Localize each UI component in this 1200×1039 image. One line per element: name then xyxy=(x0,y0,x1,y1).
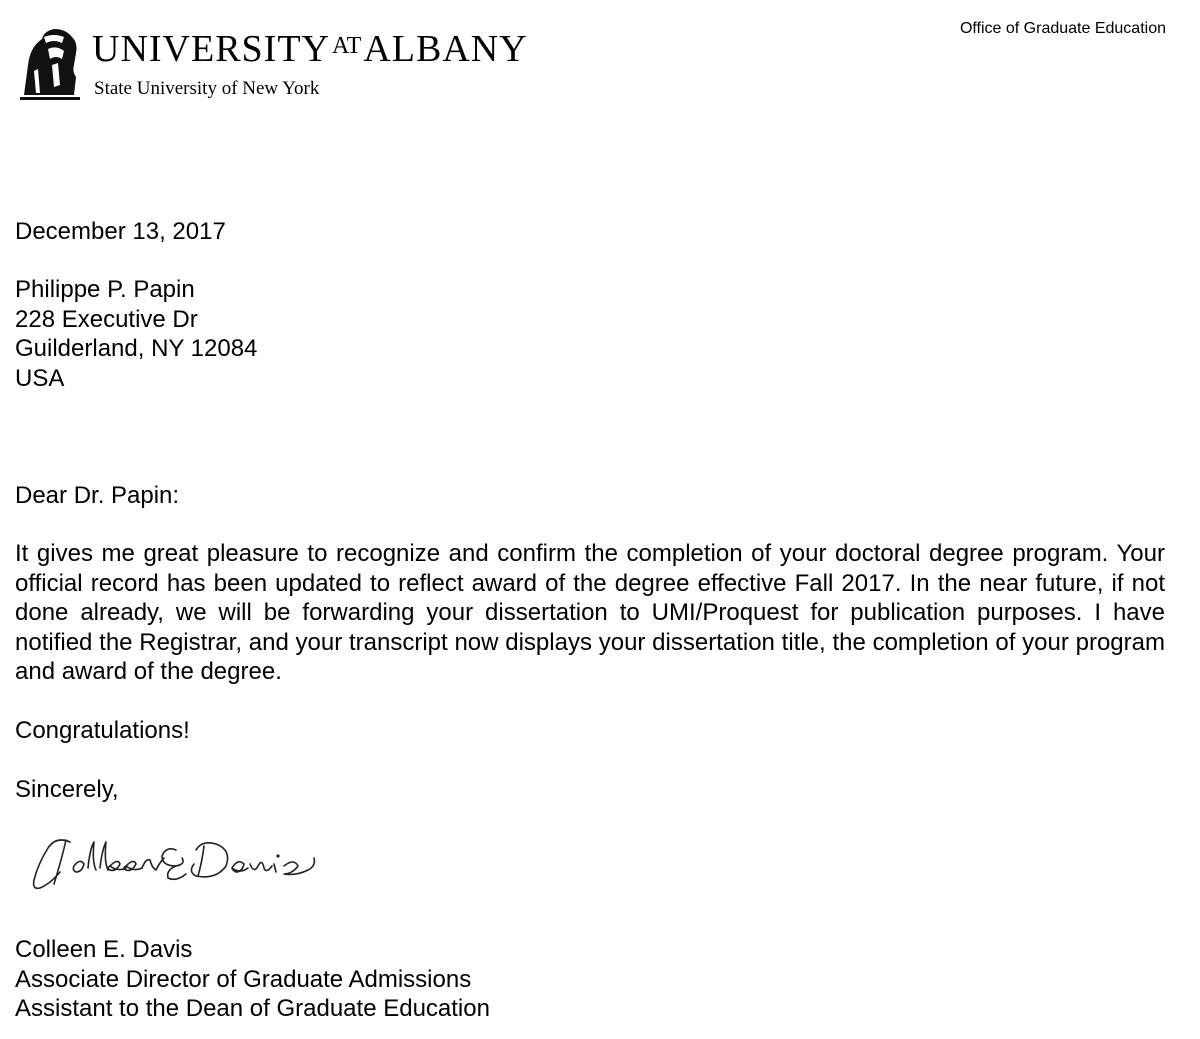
letter-body: It gives me great pleasure to recognize and confirm the completion of your doctoral degree program. Your official record has been updated to reflect award of the degree effective Fall 2017. In the near future, if not done already, we will be forwarding your dissertation to UMI/Proquest for publication purposes. I have notified the Registrar, and your transcript now displays your dissertation title, the completion of your program and award of the degree. xyxy=(15,540,1165,685)
salutation: Dear Dr. Papin: xyxy=(15,482,180,509)
recipient-name: Philippe P. Papin xyxy=(15,276,195,303)
logo-university: UNIVERSITY xyxy=(92,28,330,70)
logo-subtitle: State University of New York xyxy=(94,78,320,99)
signature-block xyxy=(15,935,1165,1024)
recipient-street: 228 Executive Dr xyxy=(15,305,198,333)
logo-at: AT xyxy=(331,33,362,59)
recipient-country: USA xyxy=(15,364,65,392)
university-logo xyxy=(14,23,574,109)
recipient-city: Guilderland, NY 12084 xyxy=(15,335,258,362)
signer-title-2: Assistant to the Dean of Graduate Education xyxy=(15,995,490,1022)
recipient-address xyxy=(15,275,1165,393)
closing: Sincerely, xyxy=(15,776,119,803)
signer-name: Colleen E. Davis xyxy=(15,936,193,963)
minerva-logo-icon xyxy=(14,25,84,101)
logo-wordmark xyxy=(92,23,528,72)
office-label: Office of Graduate Education xyxy=(959,20,1166,37)
logo-albany: ALBANY xyxy=(363,28,528,70)
congratulations: Congratulations! xyxy=(15,717,190,744)
letter-date: December 13, 2017 xyxy=(15,218,226,245)
signature-icon xyxy=(26,828,336,898)
signer-title-1: Associate Director of Graduate Admissions xyxy=(15,965,472,993)
